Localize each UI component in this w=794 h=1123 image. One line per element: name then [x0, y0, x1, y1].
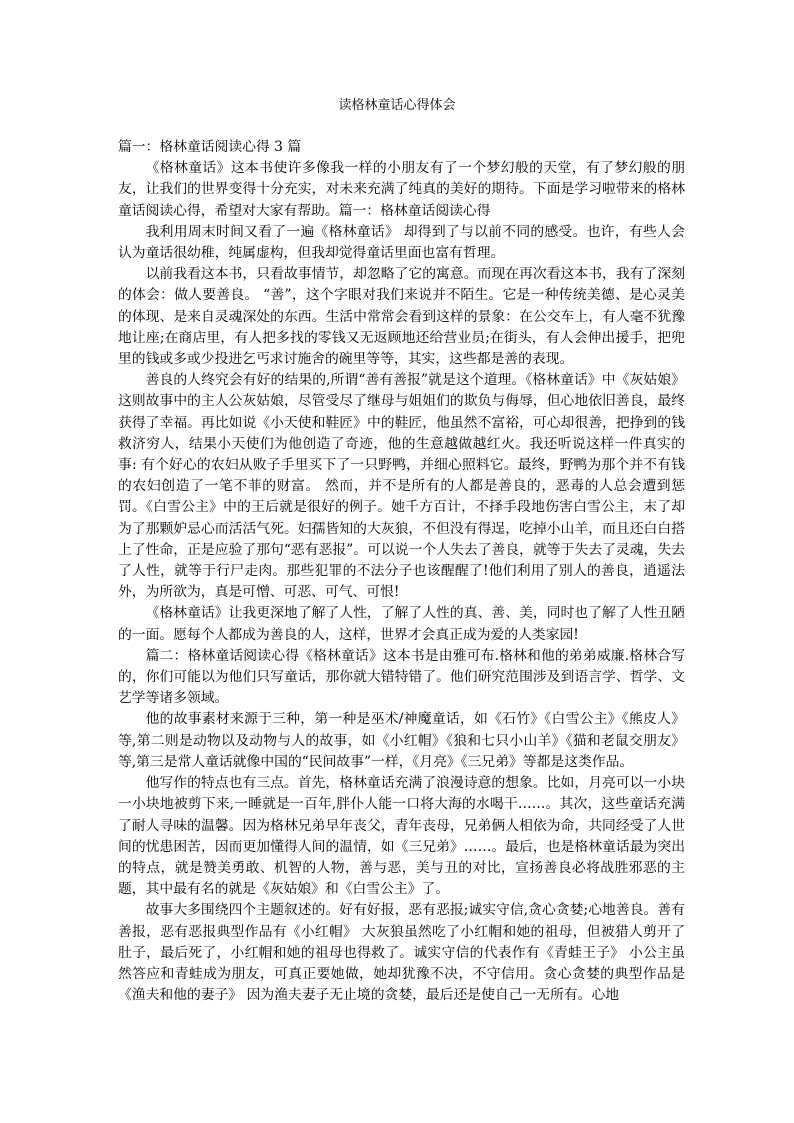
paragraph: 善良的人终究会有好的结果的,所谓“善有善报”就是这个道理。《格林童话》中《灰姑娘》这则故事中的主人公灰姑娘，尽管受尽了继母与姐姐们的欺负与侮辱，但心地依旧善良，最终获得了幸福。再比如说《小天使和鞋匠》中的鞋匠，他虽然不富裕，可心却很善，把挣到的钱救济穷人，结果小天使们为他创造了奇迹，他的生意越做越红火。我还听说这样一件真实的事: 有个好心的农妇从败子手里买下了一只野鸭，并细心照料它。最终，野鸭为那个并不有钱的农妇创造了一笔不菲的财富。 然而，并不是所有的人都是善良的，恶毒的人总会遭到惩罚。《白雪公主》中的王后就是很好的例子。她千方百计，不择手段地伤害白雪公主，末了却为了那颗妒忌心而活活气死。妇孺皆知的大灰狼，不但没有得逞，吃掉小山羊，而且还白白搭上了性命，正是应验了那句“恶有恶报”。可以说一个人失去了善良，就等于失去了灵魂，失去了人性，就等于行尸走肉。那些犯罪的不法分子也该醒醒了!他们利用了别人的善良，逍遥法外，为所欲为，真是可憎、可恶、可气、可恨! — [118, 372, 685, 601]
paragraph: 《格林童话》让我更深地了解了人性，了解了人性的真、善、美，同时也了解了人性丑陋的一面。愿每个人都成为善良的人，这样，世界才会真正成为爱的人类家园! — [118, 605, 685, 643]
section-heading: 篇一：格林童话阅读心得 3 篇 — [118, 139, 302, 155]
paragraph: 我利用周末时间又看了一遍《格林童话》 却得到了与以前不同的感受。也许，有些人会认为童话很幼稚，纯属虚构，但我却觉得童话里面也富有哲理。 — [118, 223, 685, 262]
paragraph: 故事大多围绕四个主题叙述的。好有好报，恶有恶报;诚实守信,贪心贪婪;心地善良。善有善报，恶有恶报典型作品有《小红帽》 大灰狼虽然吃了小红帽和她的祖母，但被猎人剪开了肚子，最后死了，小红帽和她的祖母也得救了。诚实守信的代表作有《青蛙王子》 小公主虽然答应和青蛙成为朋友，可真正要她做，她却犹豫不决，不守信用。贪心贪婪的典型作品是《渔夫和他的妻子》 因为渔夫妻子无止境的贪婪，最后还是使自己一无所有。心地 — [118, 902, 685, 1004]
paragraph: 《格林童话》这本书使许多像我一样的小朋友有了一个梦幻般的天堂，有了梦幻般的朋友，让我们的世界变得十分充实，对未来充满了纯真的美好的期待。下面是学习啦带来的格林童话阅读心得，希望对大家有帮助。篇一：格林童话阅读心得 — [118, 160, 685, 219]
paragraph: 以前我看这本书，只看故事情节，却忽略了它的寓意。而现在再次看这本书，我有了深刻的体会：做人要善良。 “善”，这个字眼对我们来说并不陌生。它是一种传统美德、是心灵美的体现、是来自灵魂深处的东西。生活中常常会看到这样的景象：在公交车上，有人毫不犹豫地让座;在商店里，有人把多找的零钱又无返顾地还给营业员;在街头，有人会伸出援手，把兜里的钱或多或少投进乞丐求讨施舍的碗里等等，其实，这些都是善的表现。 — [118, 266, 685, 368]
paragraph: 他的故事素材来源于三种，第一种是巫术/神魔童话，如《石竹》《白雪公主》《熊皮人》等,第二则是动物以及动物与人的故事，如《小红帽》《狼和七只小山羊》《猫和老鼠交朋友》等,第三是常人童话就像中国的“民间故事”一样，《月亮》《三兄弟》等都是这类作品。 — [118, 711, 685, 770]
document-body — [118, 137, 685, 1006]
paragraph: 他写作的特点也有三点。首先，格林童话充满了浪漫诗意的想象。比如，月亮可以一小块一小块地被剪下来,一睡就是一百年,胖仆人能一口将大海的水喝干……。其次，这些童话充满了耐人寻味的温馨。因为格林兄弟早年丧父，青年丧母，兄弟俩人相依为命，共同经受了人世间的忧患困苦，因而更加懂得人间的温情，如《三兄弟》……。最后，也是格林童话最为突出的特点，就是赞美勇敢、机智的人物，善与恶，美与丑的对比，宣扬善良必将战胜邪恶的主题，其中最有名的就是《灰姑娘》和《白雪公主》了。 — [118, 775, 685, 898]
paragraph: 篇二：格林童话阅读心得《格林童话》这本书是由雅可布.格林和他的弟弟威廉.格林合写的，你们可能以为他们只写童话，那你就大错特错了。他们研究范围涉及到语言学、哲学、文艺学等诸多领域。 — [118, 647, 685, 707]
document-title: 读格林童话心得体会 — [338, 98, 456, 113]
